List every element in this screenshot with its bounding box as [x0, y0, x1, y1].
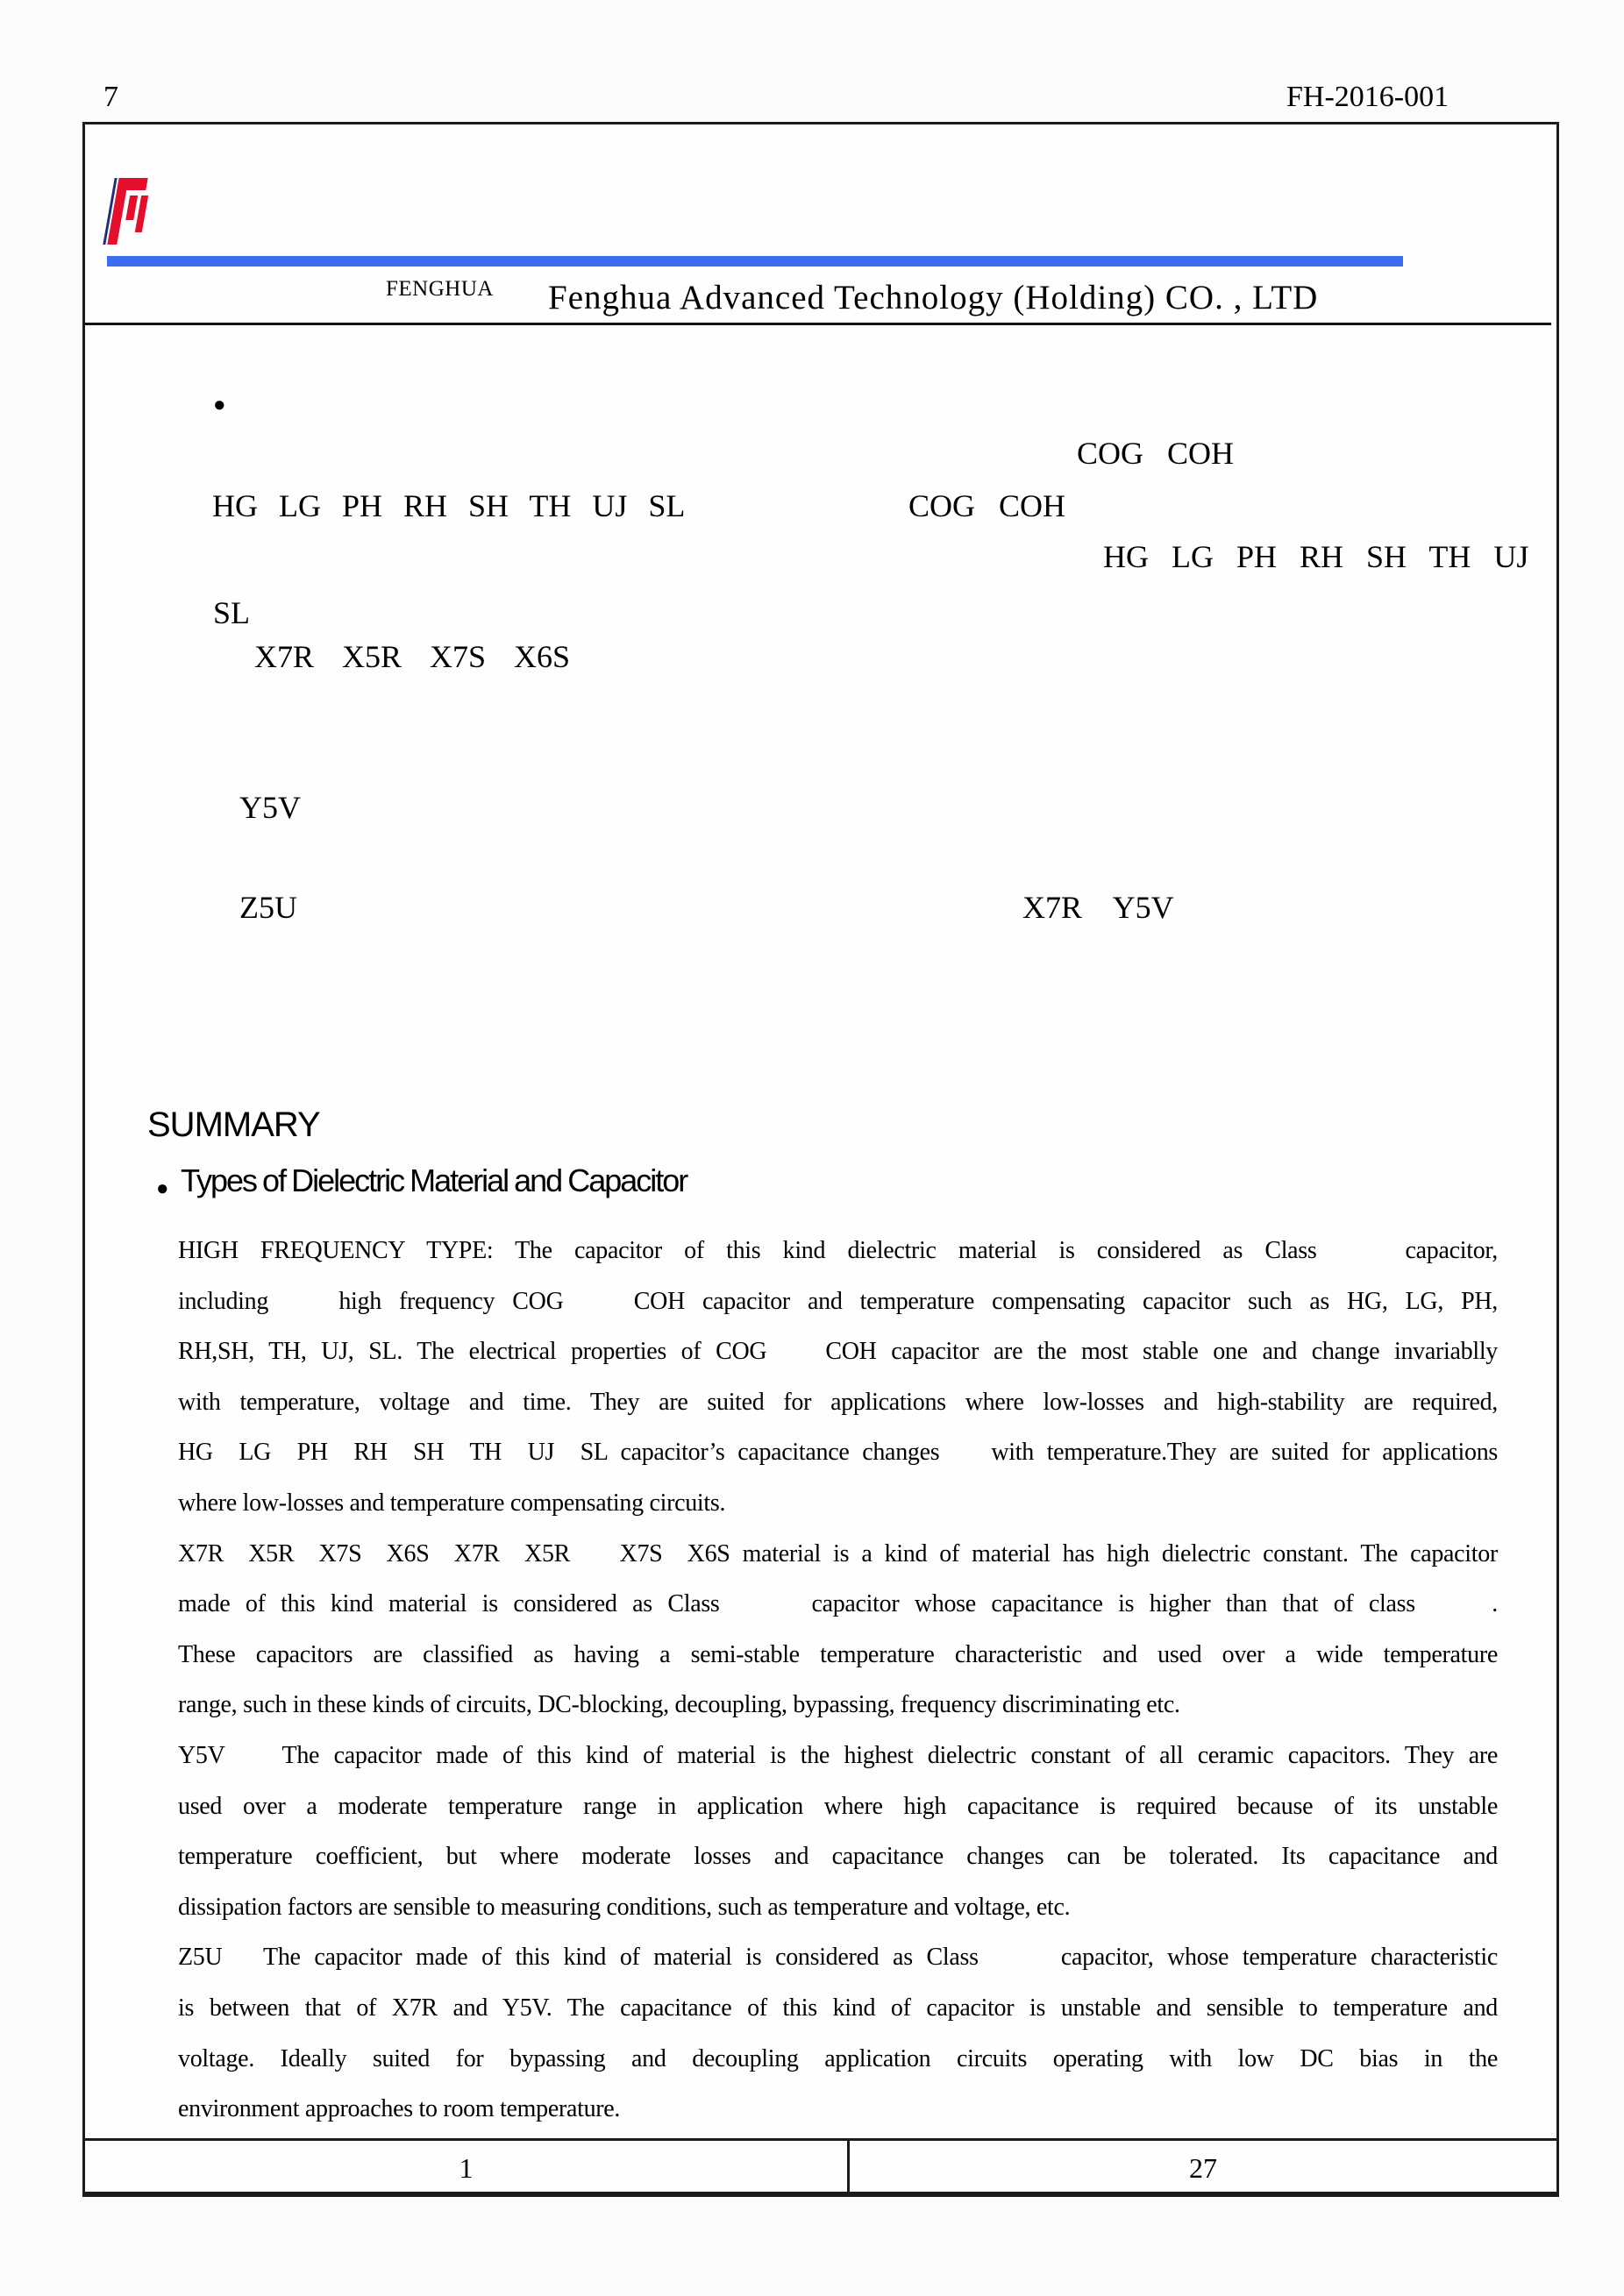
summary-subheading: Types of Dielectric Material and Capacitor — [181, 1162, 687, 1198]
page-number-top: 7 — [103, 81, 118, 113]
body-text-line: HG LG PH RH SH TH UJ SL capacitor’s capacitance changes with temperature.They are suited for applications — [178, 1439, 1498, 1467]
code-text-hg-series-2: HG LG PH RH SH TH UJ — [1103, 539, 1529, 574]
summary-body-text — [178, 1226, 1498, 2135]
code-text-sl: SL — [213, 595, 251, 630]
body-text-line: RH,SH, TH, UJ, SL. The electrical properties of COG COH capacitor are the most stable one and change invariablly — [178, 1338, 1498, 1366]
code-text-cog-coh-1: COG COH — [1077, 436, 1235, 471]
body-text-line: X7R X5R X7S X6S X7R X5R X7S X6S material is a kind of material has high dielectric constant. The capacitor — [178, 1539, 1498, 1567]
code-text-y5v: Y5V — [239, 790, 301, 825]
footer-page-start: 1 — [459, 2152, 474, 2184]
company-title: Fenghua Advanced Technology (Holding) CO. , LTD — [548, 279, 1319, 316]
footer-table-top-rule — [82, 2138, 1559, 2141]
summary-heading: SUMMARY — [147, 1105, 320, 1144]
code-text-hg-series: HG LG PH RH SH TH UJ SL — [212, 488, 686, 523]
body-text-line: HIGH FREQUENCY TYPE: The capacitor of this kind dielectric material is considered as Class capacitor, — [178, 1237, 1498, 1264]
body-text-line: is between that of X7R and Y5V. The capacitance of this kind of capacitor is unstable and sensible to temperature and — [178, 1994, 1498, 2022]
body-text-line: Y5V The capacitor made of this kind of material is the highest dielectric constant of all ceramic capacitors. They are — [178, 1741, 1498, 1769]
body-text-line: Z5U The capacitor made of this kind of material is considered as Class capacitor, whose temperature characteristic — [178, 1944, 1498, 1972]
code-text-x7r-series: X7R X5R X7S X6S — [254, 639, 571, 674]
header-accent-bar — [107, 256, 1403, 267]
body-text-line: voltage. Ideally suited for bypassing and decoupling application circuits operating with low DC bias in the — [178, 2044, 1498, 2072]
body-text-line: environment approaches to room temperature. — [178, 2095, 621, 2123]
logo-wordmark: FENGHUA — [386, 277, 494, 301]
body-text-line: range, such in these kinds of circuits, DC-blocking, decoupling, bypassing, frequency discriminating etc. — [178, 1691, 1180, 1719]
section-bullet-icon: ● — [213, 394, 226, 416]
body-text-line: These capacitors are classified as having a semi-stable temperature characteristic and used over a wide temperature — [178, 1640, 1498, 1668]
code-text-cog-coh-2: COG COH — [908, 488, 1066, 523]
footer-page-total: 27 — [1189, 2152, 1217, 2184]
doc-number: FH-2016-001 — [1286, 81, 1449, 113]
body-text-line: temperature coefficient, but where moderate losses and capacitance changes can be tolerated. Its capacitance and — [178, 1843, 1498, 1871]
header-rule-line — [85, 323, 1551, 325]
summary-bullet-icon: ● — [156, 1176, 169, 1200]
code-text-x7r-y5v: X7R Y5V — [1022, 890, 1174, 925]
body-text-line: dissipation factors are sensible to measuring conditions, such as temperature and voltage, etc. — [178, 1893, 1071, 1921]
body-text-line: made of this kind material is considered as Class capacitor whose capacitance is higher than that of class . — [178, 1590, 1498, 1618]
body-text-line: used over a moderate temperature range in application where high capacitance is required because of its unstable — [178, 1792, 1498, 1820]
body-text-line: with temperature, voltage and time. They are suited for applications where low-losses and high-stability are required, — [178, 1388, 1498, 1416]
body-text-line: where low-losses and temperature compensating circuits. — [178, 1489, 726, 1517]
body-text-line: including high frequency COG COH capacitor and temperature compensating capacitor such as HG, LG, PH, — [178, 1287, 1498, 1315]
code-text-z5u: Z5U — [239, 890, 297, 925]
